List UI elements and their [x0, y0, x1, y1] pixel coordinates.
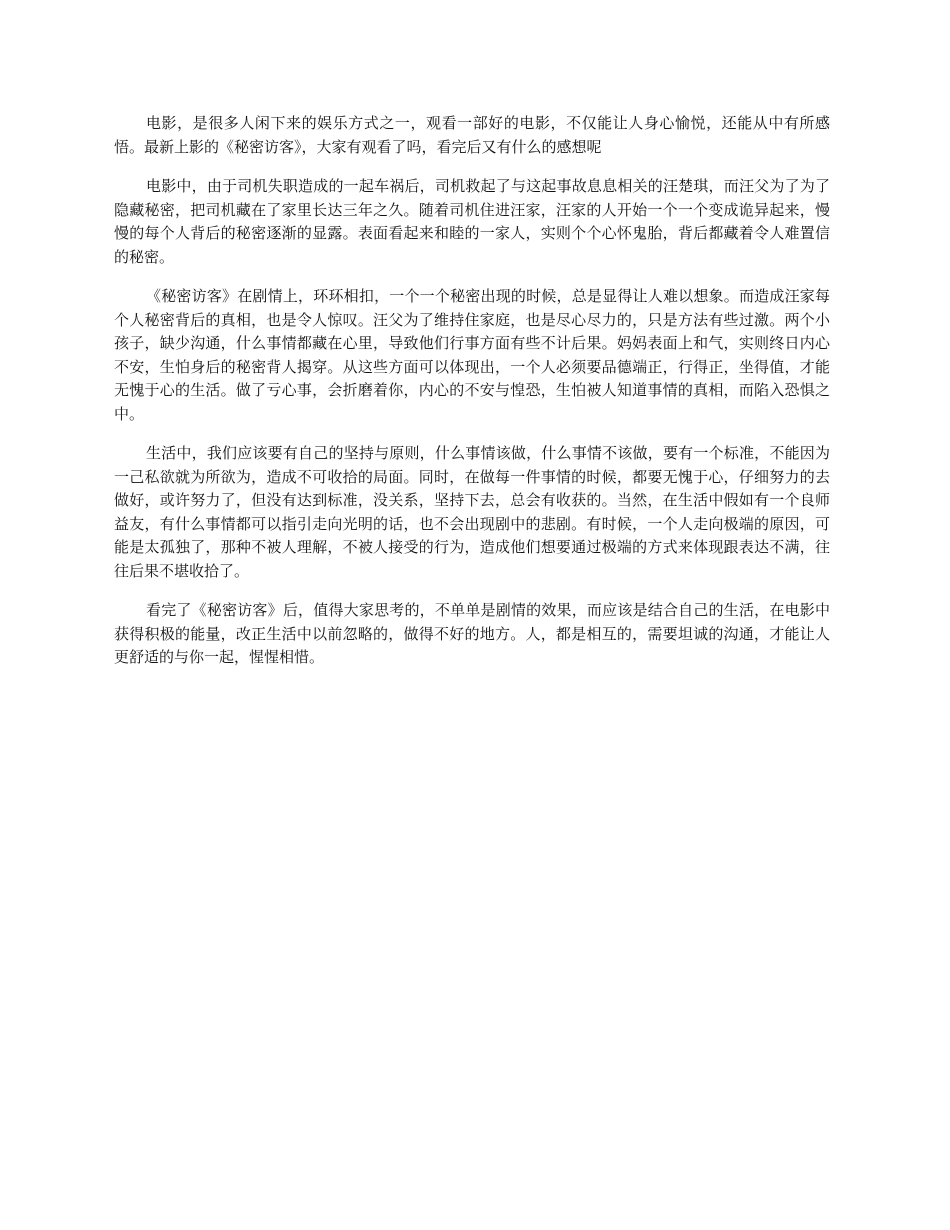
paragraph-intro: 电影，是很多人闲下来的娱乐方式之一，观看一部好的电影，不仅能让人身心愉悦，还能从中有所感悟。最新上影的《秘密访客》，大家有观看了吗，看完后又有什么的感想呢: [114, 114, 830, 156]
paragraph-plot: 电影中，由于司机失职造成的一起车祸后，司机救起了与这起事故息息相关的汪楚琪，而汪父为了为了隐藏秘密，把司机藏在了家里长达三年之久。随着司机住进汪家，汪家的人开始一个一个变成诡异起来，慢慢的每个人背后的秘密逐渐的显露。表面看起来和睦的一家人，实则个个心怀鬼胎，背后都藏着令人难置信的秘密。: [114, 177, 830, 266]
document-body: [114, 112, 830, 686]
paragraph-reflection: 生活中，我们应该要有自己的坚持与原则，什么事情该做，什么事情不该做，要有一个标准，不能因为一己私欲就为所欲为，造成不可收拾的局面。同时，在做每一件事情的时候，都要无愧于心，仔细努力的去做好，或许努力了，但没有达到标准，没关系，坚持下去，总会有收获的。当然，在生活中假如有一个良师益友，有什么事情都可以指引走向光明的话，也不会出现剧中的悲剧。有时候，一个人走向极端的原因，可能是太孤独了，那种不被人理解，不被人接受的行为，造成他们想要通过极端的方式来体现跟表达不满，往往后果不堪收拾了。: [114, 444, 830, 580]
paragraph-analysis: 《秘密访客》在剧情上，环环相扣，一个一个秘密出现的时候，总是显得让人难以想象。而造成汪家每个人秘密背后的真相，也是令人惊叹。汪父为了维持住家庭，也是尽心尽力的，只是方法有些过激。两个小孩子，缺少沟通，什么事情都藏在心里，导致他们行事方面有些不计后果。妈妈表面上和气，实则终日内心不安，生怕身后的秘密背人揭穿。从这些方面可以体现出，一个人必须要品德端正，行得正，坐得值，才能无愧于心的生活。做了亏心事，会折磨着你，内心的不安与惶恐，生怕被人知道事情的真相，而陷入恐惧之中。: [114, 287, 830, 423]
paragraph-conclusion: 看完了《秘密访客》后，值得大家思考的，不单单是剧情的效果，而应该是结合自己的生活，在电影中获得积极的能量，改正生活中以前忽略的，做得不好的地方。人，都是相互的，需要坦诚的沟通，才能让人更舒适的与你一起，惺惺相惜。: [114, 601, 830, 666]
